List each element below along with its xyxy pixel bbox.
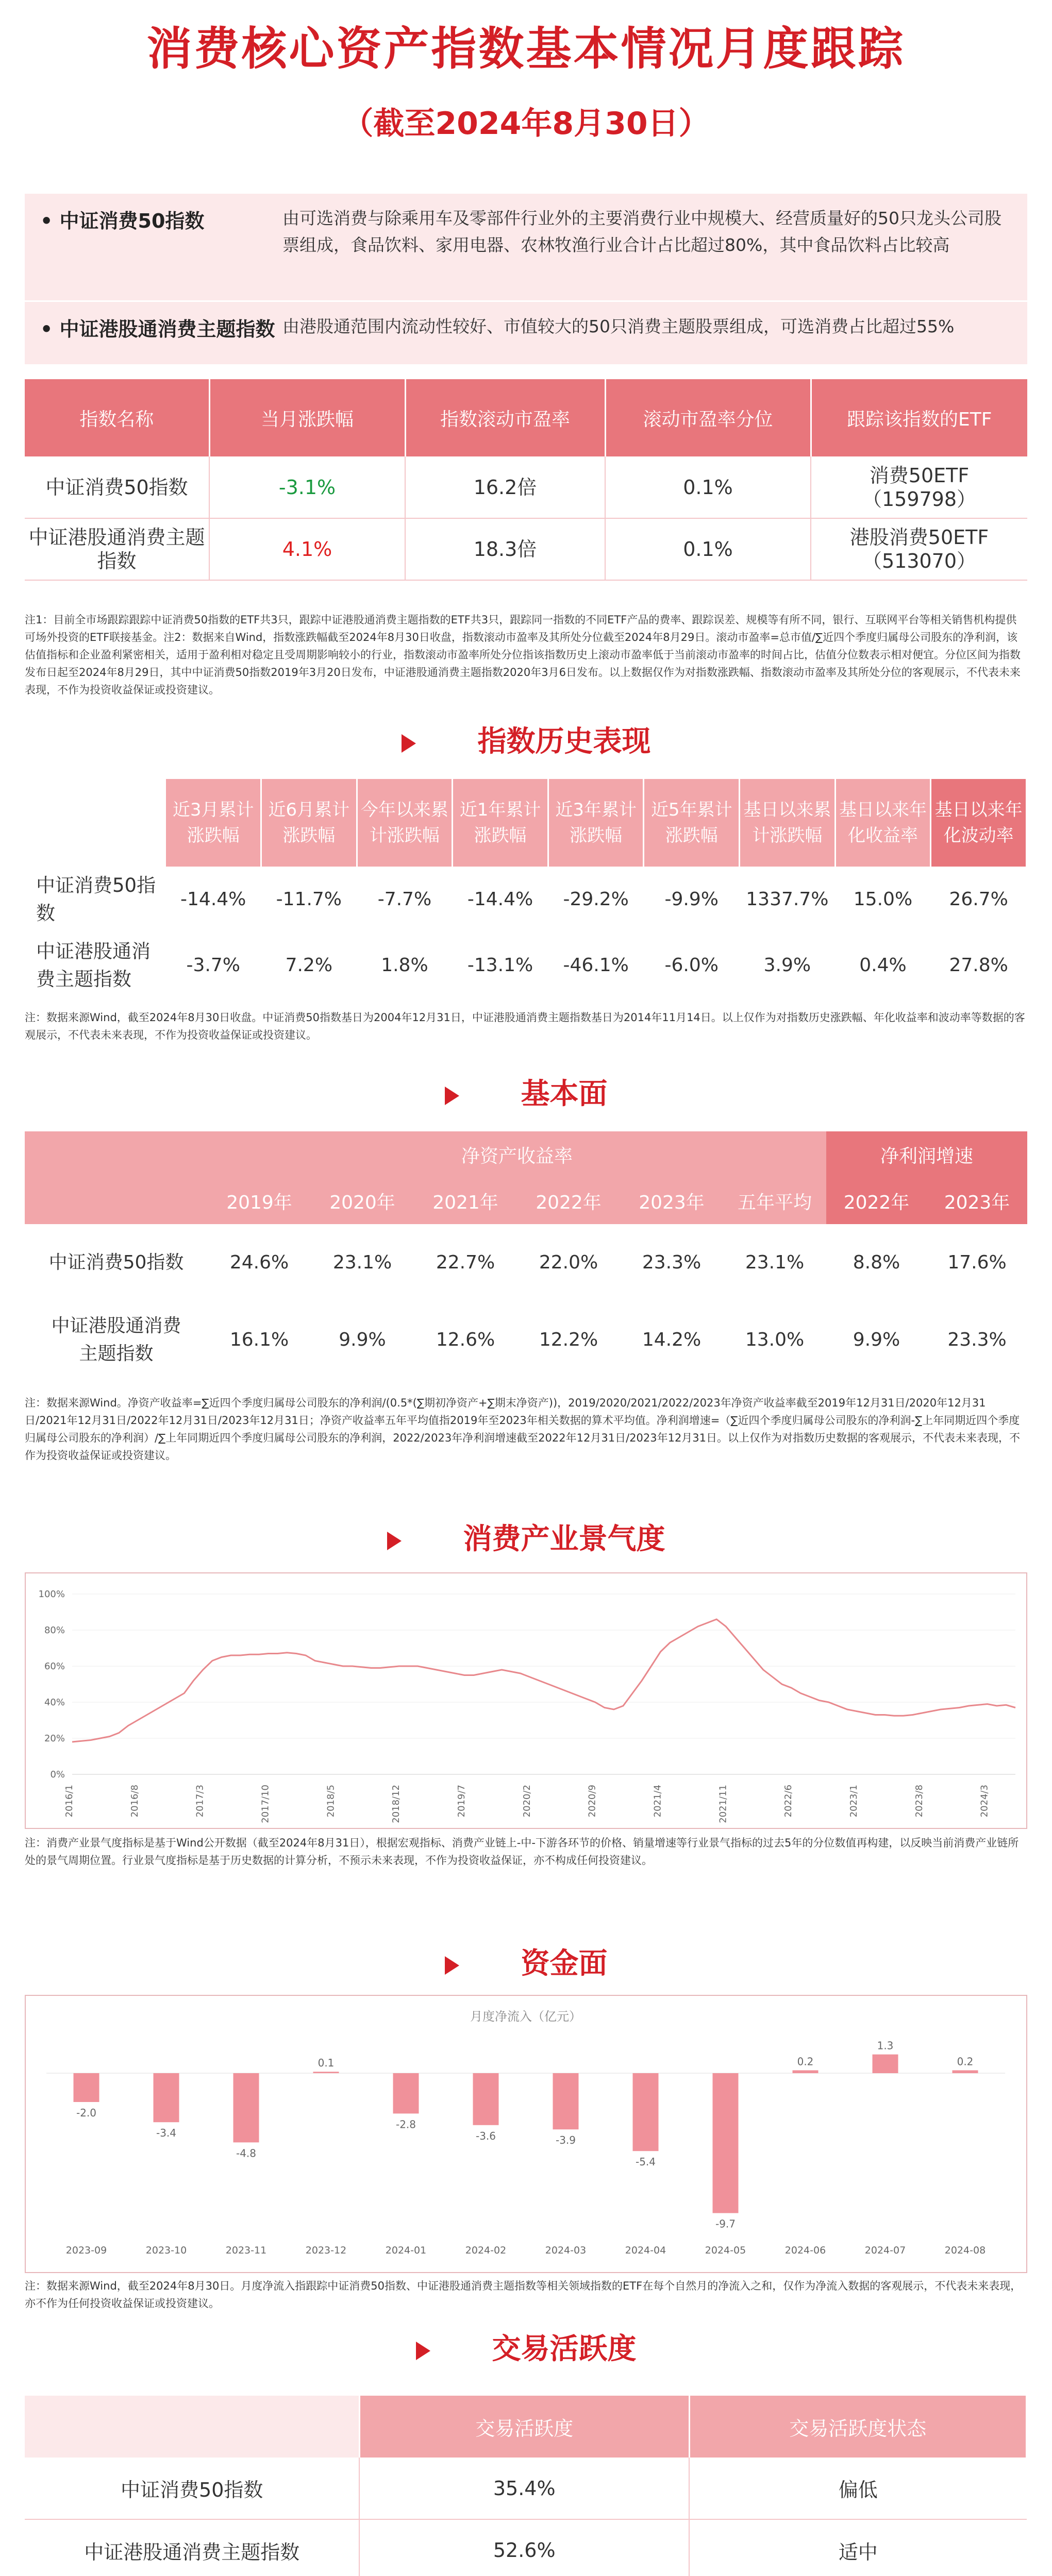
chart-title: 月度净流入（亿元） [470, 2009, 581, 2024]
table-row [25, 2458, 1027, 2519]
flow-bar [953, 2070, 978, 2073]
history-value: -29.2% [563, 889, 629, 910]
x-tick-label: 2017/3 [194, 1785, 206, 1818]
history-header: 近5年累计涨跌幅 [644, 779, 740, 867]
history-table [25, 779, 1027, 998]
overview-table [25, 379, 1027, 581]
year-header: 2023年 [927, 1178, 1027, 1224]
np-value: 23.3% [947, 1329, 1007, 1350]
bar-data-label: 0.1 [318, 2057, 335, 2070]
x-tick-label: 2020/2 [521, 1785, 532, 1818]
etf-code: （513070） [862, 550, 977, 572]
index-name: 中证消费50指数 [25, 2458, 359, 2519]
pe-percentile: 0.1% [605, 518, 811, 580]
y-tick-label: 20% [44, 1733, 65, 1744]
history-value: -3.7% [186, 955, 240, 976]
x-tick-label: 2017/10 [260, 1785, 271, 1823]
desc-hk-consumer [25, 302, 1027, 366]
roe-value: 14.2% [642, 1329, 702, 1350]
etf-code: （159798） [862, 487, 977, 511]
x-category-label: 2024-07 [864, 2245, 906, 2256]
x-category-label: 2024-01 [385, 2245, 427, 2256]
roe-value: 23.1% [332, 1252, 392, 1273]
roe-value: 23.1% [745, 1252, 805, 1273]
x-category-label: 2024-06 [784, 2245, 826, 2256]
etf-cell [811, 518, 1027, 580]
bar-data-label: -3.4 [156, 2127, 177, 2140]
triangle-icon [387, 1532, 402, 1550]
np-value: 8.8% [853, 1252, 900, 1273]
table-row [25, 867, 1027, 933]
desc-name: • 中证消费50指数 [40, 210, 205, 232]
y-tick-label: 60% [44, 1661, 65, 1672]
x-category-label: 2024-03 [545, 2245, 587, 2256]
activity-value: 35.4% [359, 2458, 689, 2519]
fundamentals-table [25, 1131, 1027, 1379]
index-name: 中证消费50指数 [25, 456, 209, 518]
activity-value: 52.6% [359, 2519, 689, 2576]
flow-bar [313, 2072, 339, 2073]
np-value: 17.6% [947, 1252, 1007, 1273]
x-category-label: 2024-08 [944, 2245, 986, 2256]
section-activity-title [0, 2329, 1052, 2370]
x-category-label: 2023-11 [225, 2245, 267, 2256]
history-value: -6.0% [664, 955, 719, 976]
prosperity-line-chart [26, 1573, 1026, 1828]
history-value: -46.1% [563, 955, 629, 976]
history-value: 1.8% [381, 955, 428, 976]
activity-status: 偏低 [689, 2458, 1026, 2519]
index-name: 中证消费50指数 [36, 874, 156, 924]
year-header: 五年平均 [723, 1178, 826, 1224]
history-value: -7.7% [377, 889, 432, 910]
x-tick-label: 2020/9 [587, 1785, 598, 1818]
etf-name: 港股消费50ETF [849, 526, 989, 549]
prosperity-note: 注：消费产业景气度指标是基于Wind公开数据（截至2024年8月31日），根据宏观指标、消费产业链上-中-下游各环节的价格、销量增速等行业景气指标的过去5年的分位数值再构建，以反映当前消费产业链所处的景气周期位置。行业景气度指标是基于历史数据的计算分析，不预示未来表现，不作为投资收益保证，亦不构成任何投资建议。 [25, 1837, 1019, 1867]
activity-header: 交易活跃度状态 [689, 2396, 1026, 2458]
index-name: 中证港股通消费主题指数 [51, 1315, 181, 1364]
page-title: 消费核心资产指数基本情况月度跟踪 [146, 22, 906, 75]
flow-bar [393, 2073, 419, 2113]
bar-data-label: -3.6 [475, 2129, 496, 2142]
x-tick-label: 2023/8 [913, 1785, 925, 1818]
roe-value: 16.1% [229, 1329, 289, 1350]
fund-header-blank [25, 1178, 208, 1224]
flow-bar [713, 2073, 739, 2213]
section-fundamentals-title [0, 1074, 1052, 1115]
history-header: 近3月累计涨跌幅 [165, 779, 261, 867]
flow-bar [633, 2073, 659, 2151]
fund-header-blank [25, 1131, 208, 1178]
index-name: 中证港股通消费主题指数 [25, 518, 209, 580]
flows-note: 注：数据来源Wind，截至2024年8月30日。月度净流入指跟踪中证消费50指数、中证港股通消费主题指数等相关领域指数的ETF在每个自然月的净流入之和，仅作为净流入数据的客观展示，不代表未来表现，亦不作为任何投资收益保证或投资建议。 [25, 2280, 1022, 2310]
bar-data-label: 0.2 [797, 2055, 814, 2068]
section-title-text: 基本面 [521, 1077, 608, 1111]
history-header: 近6月累计涨跌幅 [261, 779, 357, 867]
etf-cell [811, 456, 1027, 518]
activity-status: 适中 [689, 2519, 1026, 2576]
bar-data-label: -2.0 [76, 2107, 97, 2119]
year-header: 2021年 [414, 1178, 517, 1224]
np-header: 净利润增速 [826, 1131, 1027, 1178]
year-header: 2020年 [311, 1178, 414, 1224]
np-value: 9.9% [853, 1329, 900, 1350]
history-note: 注：数据来源Wind，截至2024年8月30日收盘。中证消费50指数基日为2004年12月31日，中证港股通消费主题指数基日为2014年11月14日。以上仅作为对指数历史涨跌幅、年化收益率和波动率等数据的客观展示，不代表未来表现，不作为投资收益保证或投资建议。 [25, 1011, 1025, 1041]
x-tick-label: 2016/1 [64, 1785, 75, 1818]
flows-chart-box [25, 1995, 1027, 2273]
overview-header: 当月涨跌幅 [209, 379, 405, 456]
history-value: -11.7% [276, 889, 342, 910]
etf-name: 消费50ETF [869, 464, 970, 487]
roe-value: 12.2% [539, 1329, 598, 1350]
fundamentals-note: 注：数据来源Wind。净资产收益率=∑近四个季度归属母公司股东的净利润/(0.5*(∑期初净资产+∑期末净资产))，2019/2020/2021/2022/2023年净资产收益率截至2019年12月31日/2020年12月31日/2021年12月31日/2022年12月31日/2023年12月31日；净资产收益率五年平均值指2019年至2023年相关数据的算术平均值。净利润增速=（∑近四个季度归属母公司股东的净利润-∑上年同期近四个季度归属母公司股东的净利润）/∑上年同期近四个季度归属母公司股东的净利润，2022/2023年净利润增速截至2022年12月31日/2023年12月31日。以上仅作为对指数历史数据的客观展示，不代表未来表现，不作为投资收益保证或投资建议。 [25, 1397, 1021, 1462]
section-title-text: 交易活跃度 [492, 2332, 637, 2366]
overview-header: 跟踪该指数的ETF [811, 379, 1027, 456]
x-tick-label: 2021/4 [652, 1785, 663, 1818]
desc-consumer50 [25, 194, 1027, 302]
bar-data-label: -5.4 [635, 2156, 656, 2168]
x-category-label: 2024-04 [625, 2245, 666, 2256]
history-value: 0.4% [859, 955, 907, 976]
flow-bar [553, 2073, 579, 2129]
history-header: 基日以来年化收益率 [835, 779, 931, 867]
history-value: 26.7% [949, 889, 1008, 910]
desc-text: 由港股通范围内流动性较好、市值较大的50只消费主题股票组成，可选消费占比超过55% [282, 316, 955, 336]
overview-note: 注1：目前全市场跟踪跟踪中证消费50指数的ETF共3只，跟踪中证港股通消费主题指数的ETF共3只，跟踪同一指数的不同ETF产品的费率、跟踪误差、规模等有所不同，银行、互联网平台等相关销售机构提供可场外投资的ETF联接基金。注2：数据来自Wind，指数涨跌幅截至2024年8月30日收盘，指数滚动市盈率及其所处分位截至2024年8月29日。滚动市盈率=总市值/∑近四个季度归属母公司股东的净利润，该估值指标和企业盈利紧密相关，适用于盈利相对稳定且受周期影响较小的行业，指数滚动市盈率所处分位指该指数历史上滚动市盈率低于当前滚动市盈率的时间占比，估值分位数表示相对便宜。分位区间为指数发布日起至2024年8月29日，其中中证消费50指数2019年3月20日发布，中证港股通消费主题指数2020年3月6日发布。以上数据仅作为对指数涨跌幅、指数滚动市盈率及其所处分位的客观展示，不代表未来表现，不作为投资收益保证或投资建议。 [25, 614, 1021, 696]
y-tick-label: 80% [44, 1625, 65, 1636]
section-history-title [0, 721, 1052, 762]
flow-bar [473, 2073, 499, 2125]
flow-bar [793, 2070, 819, 2073]
desc-name: • 中证港股通消费主题指数 [40, 318, 275, 341]
year-header: 2019年 [208, 1178, 311, 1224]
monthly-change: 4.1% [209, 518, 405, 580]
history-header-blank [25, 779, 165, 867]
roe-value: 23.3% [642, 1252, 702, 1273]
bar-data-label: -9.7 [715, 2217, 736, 2230]
section-title-text: 资金面 [521, 1947, 608, 1980]
x-category-label: 2024-05 [705, 2245, 746, 2256]
pe-ratio: 16.2倍 [405, 456, 605, 518]
pe-ratio: 18.3倍 [405, 518, 605, 580]
roe-value: 22.7% [436, 1252, 495, 1273]
history-value: 27.8% [949, 955, 1008, 976]
y-tick-label: 100% [38, 1589, 65, 1600]
x-tick-label: 2023/1 [848, 1785, 859, 1818]
x-tick-label: 2019/7 [456, 1785, 467, 1818]
triangle-icon [445, 1087, 459, 1105]
index-name: 中证港股通消费主题指数 [36, 940, 151, 990]
x-tick-label: 2018/12 [391, 1785, 402, 1823]
section-title-text: 消费产业景气度 [463, 1522, 665, 1556]
index-name: 中证港股通消费主题指数 [25, 2519, 359, 2576]
table-row [25, 1301, 1027, 1379]
x-tick-label: 2022/6 [783, 1785, 794, 1818]
pe-percentile: 0.1% [605, 456, 811, 518]
flow-bar [873, 2055, 898, 2073]
section-title-text: 指数历史表现 [477, 725, 651, 758]
history-header: 基日以来年化波动率 [931, 779, 1027, 867]
table-row [25, 2519, 1027, 2576]
history-value: -13.1% [467, 955, 533, 976]
year-header: 2022年 [517, 1178, 620, 1224]
overview-header: 滚动市盈率分位 [605, 379, 811, 456]
roe-value: 9.9% [339, 1329, 386, 1350]
table-row [25, 1224, 1027, 1301]
flow-bar [154, 2073, 179, 2122]
monthly-change: -3.1% [209, 456, 405, 518]
activity-header: 交易活跃度 [359, 2396, 689, 2458]
history-header: 今年以来累计涨跌幅 [357, 779, 453, 867]
bar-data-label: 0.2 [957, 2055, 974, 2068]
x-category-label: 2023-12 [305, 2245, 347, 2256]
year-header: 2022年 [826, 1178, 927, 1224]
bar-data-label: -4.8 [236, 2147, 257, 2160]
prosperity-chart-box [25, 1572, 1027, 1829]
y-tick-label: 40% [44, 1697, 65, 1708]
history-value: -14.4% [180, 889, 246, 910]
desc-text: 由可选消费与除乘用车及零部件行业外的主要消费行业中规模大、经营质量好的50只龙头公司股票组成，食品饮料、家用电器、农林牧渔行业合计占比超过80%，其中食品饮料占比较高 [282, 208, 1001, 255]
year-header: 2023年 [620, 1178, 723, 1224]
history-header: 近1年累计涨跌幅 [453, 779, 548, 867]
roe-value: 22.0% [539, 1252, 598, 1273]
overview-header: 指数名称 [25, 379, 209, 456]
x-tick-label: 2021/11 [717, 1785, 729, 1823]
x-category-label: 2023-10 [145, 2245, 187, 2256]
prosperity-series-line [72, 1619, 1015, 1742]
section-flows-title [0, 1943, 1052, 1985]
flow-bar [74, 2073, 99, 2102]
table-row [25, 456, 1027, 518]
roe-value: 24.6% [229, 1252, 289, 1273]
history-value: 7.2% [285, 955, 333, 976]
roe-value: 12.6% [436, 1329, 495, 1350]
history-header: 近3年累计涨跌幅 [548, 779, 644, 867]
history-header: 基日以来累计涨跌幅 [740, 779, 836, 867]
index-name: 中证消费50指数 [48, 1252, 184, 1273]
overview-header: 指数滚动市盈率 [405, 379, 605, 456]
history-value: -9.9% [664, 889, 719, 910]
x-tick-label: 2016/8 [129, 1785, 140, 1818]
bar-data-label: -3.9 [555, 2134, 576, 2147]
flow-bar [233, 2073, 259, 2142]
bar-data-label: -2.8 [395, 2118, 416, 2131]
flows-bar-chart [26, 1996, 1026, 2272]
x-category-label: 2023-09 [65, 2245, 107, 2256]
history-value: -14.4% [467, 889, 533, 910]
x-tick-label: 2024/3 [979, 1785, 990, 1818]
roe-header: 净资产收益率 [208, 1131, 826, 1178]
history-value: 1337.7% [746, 889, 829, 910]
table-row [25, 518, 1027, 580]
roe-value: 13.0% [745, 1329, 805, 1350]
section-prosperity-title [0, 1519, 1052, 1560]
x-category-label: 2024-02 [465, 2245, 507, 2256]
table-row [25, 933, 1027, 998]
triangle-icon [402, 734, 416, 753]
page-subtitle: （截至2024年8月30日） [342, 106, 710, 142]
history-value: 15.0% [853, 889, 913, 910]
bar-data-label: 1.3 [877, 2039, 894, 2052]
activity-header-blank [25, 2396, 359, 2458]
triangle-icon [416, 2342, 430, 2360]
history-value: 3.9% [763, 955, 811, 976]
triangle-icon [445, 1956, 459, 1975]
y-tick-label: 0% [50, 1769, 65, 1780]
x-tick-label: 2018/5 [325, 1785, 337, 1818]
activity-table [25, 2396, 1027, 2576]
